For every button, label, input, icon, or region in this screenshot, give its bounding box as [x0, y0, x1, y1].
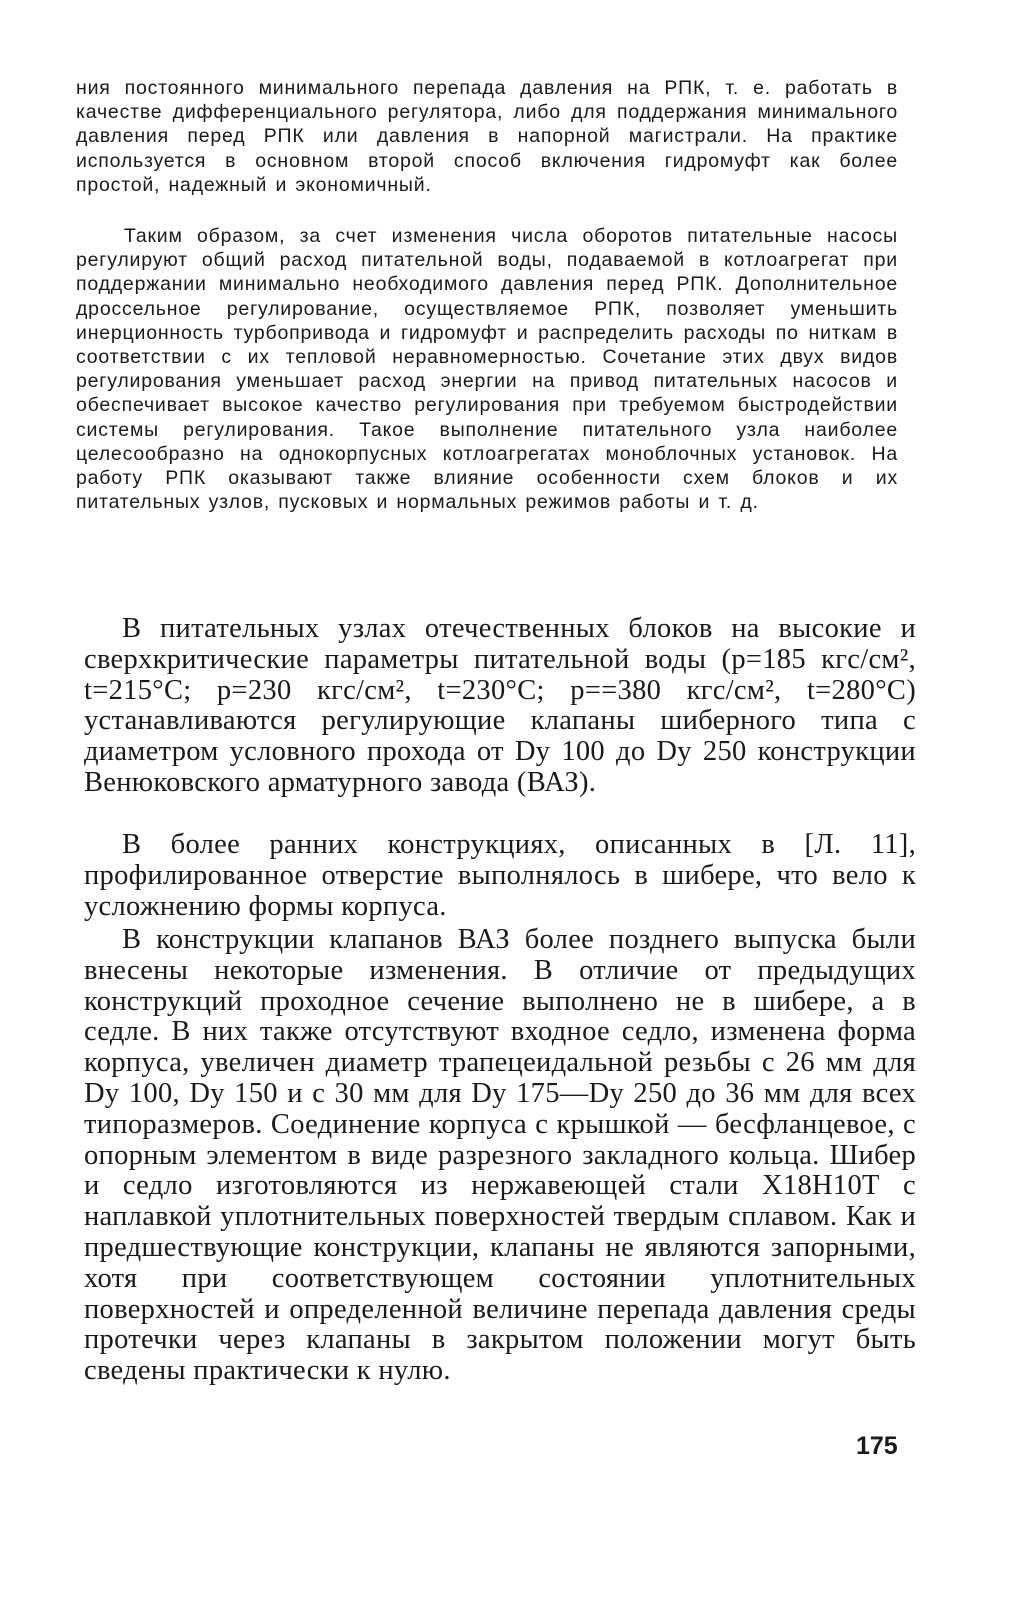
page-number: 175 — [856, 1432, 898, 1460]
small-paragraph — [76, 224, 898, 514]
paragraph-text: В питательных узлах отечественных блоков на высокие и сверхкритические параметры питательной воды (p=185 кгс/см², t=215°С; p=230 кгс/см², t=230°С; p==380 кгс/см², t=280°С) устанавливаются регулирующие клапаны шиберного типа с диаметром условного прохода от Dу 100 до Dу 250 конструкции Венюковского арматурного завода (ВАЗ). — [84, 613, 916, 798]
large-paragraph — [84, 925, 916, 1387]
paragraph-text: В конструкции клапанов ВАЗ более позднего выпуска были внесены некоторые изменения. В отличие от предыдущих конструкций проходное сечение выполнено не в шибере, а в седле. В них также отсутствуют входное седло, изменена форма корпуса, увеличен диаметр трапецеидальной резьбы с 26 мм для Dу 100, Dу 150 и с 30 мм для Dу 175—Dу 250 до 36 мм для всех типоразмеров. Соединение корпуса с крышкой — бесфланцевое, с опорным элементом в виде разрезного закладного кольца. Шибер и седло изготовляются из нержавеющей стали Х18Н10Т с наплавкой уплотнительных поверхностей твердым сплавом. Как и предшествующие конструкции, клапаны не являются запорными, хотя при соответствующем состоянии уплотнительных поверхностей и определенной величине перепада давления среды протечки через клапаны в закрытом положении могут быть сведены практически к нулю. — [84, 924, 916, 1387]
large-paragraph — [84, 614, 916, 799]
small-paragraph — [76, 76, 898, 197]
paragraph-text: Таким образом, за счет изменения числа оборотов питательные насосы регулируют общий расход питательной воды, подаваемой в котлоагрегат при поддержании минимально необходимого давления перед РПК. Дополнительное дроссельное регулирование, осуществляемое РПК, позволяет уменьшить инерционность турбопривода и гидромуфт и распределить расходы по ниткам в соответствии с их тепловой неравномерностью. Сочетание этих двух видов регулирования уменьшает расход энергии на привод питательных насосов и обеспечивает высокое качество регулирования при требуемом быстродействии системы регулирования. Такое выполнение питательного узла наиболее целесообразно на однокорпусных котлоагрегатах моноблочных установок. На работу РПК оказывают также влияние особенности схем блоков и их питательных узлов, пусковых и нормальных режимов работы и т. д. — [76, 225, 898, 514]
paragraph-text: В более ранних конструкциях, описанных в [Л. 11], профилированное отверстие выполнялось в шибере, что вело к усложнению формы корпуса. — [84, 829, 916, 922]
paragraph-text: ния постоянного минимального перепада давления на РПК, т. е. работать в качестве дифференциального регулятора, либо для поддержания минимального давления перед РПК или давления в напорной магистрали. На практике используется в основном второй способ включения гидромуфт как более простой, надежный и экономичный. — [76, 77, 898, 196]
large-paragraph — [84, 830, 916, 922]
